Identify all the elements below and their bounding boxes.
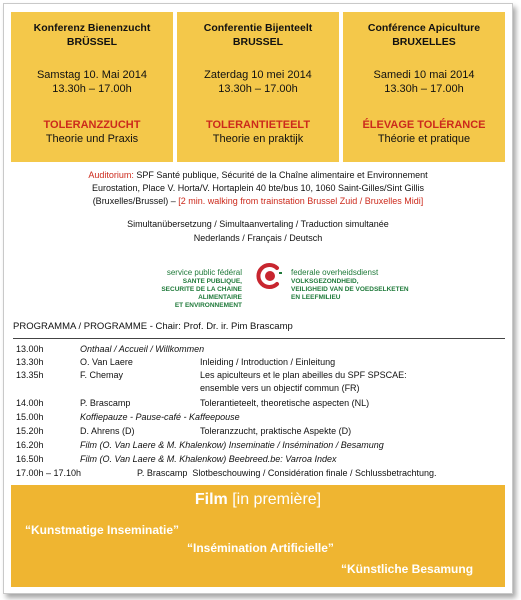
row-time: 17.00h – 17.10h — [16, 468, 82, 478]
film-title-de: “Künstliche Besamung — [341, 562, 474, 576]
ministry-logo-icon — [255, 261, 285, 291]
panel-topic: ÉLEVAGE TOLÉRANCE — [362, 119, 486, 131]
film-banner — [11, 485, 505, 587]
row-time: 15.20h — [16, 426, 44, 436]
panel-date: Samedi 10 mai 2014 — [373, 69, 475, 81]
row-time: 13.35h — [16, 370, 44, 380]
languages-line: Nederlands / Français / Deutsch — [193, 233, 323, 243]
panel-german — [11, 12, 173, 162]
panel-city: BRÜSSEL — [66, 36, 118, 48]
row-time: 13.30h — [16, 357, 44, 367]
row-speaker: F. Chemay — [80, 370, 124, 380]
logo-fr-sub1: SANTE PUBLIQUE, — [182, 278, 242, 285]
logo-fr-sub3: ET ENVIRONNEMENT — [174, 302, 242, 309]
panel-title: Konferenz Bienenzucht — [33, 22, 151, 34]
venue-city: (Bruxelles/Brussel) – — [92, 196, 179, 206]
row-description: Les apiculteurs et le plan abeilles du SPF SPSCAE: — [200, 370, 407, 380]
panel-time: 13.30h – 17.00h — [218, 83, 298, 95]
film-title-fr: “Insémination Artificielle” — [187, 541, 334, 555]
venue-line-1 — [4, 169, 512, 182]
panel-subtitle: Theorie und Praxis — [45, 133, 139, 145]
panel-dutch — [177, 12, 339, 162]
conference-flyer — [3, 3, 513, 594]
film-title-word: Film — [194, 491, 228, 508]
venue-name: SPF Santé publique, Sécurité de la Chaîne alimentaire et Environnement — [133, 170, 428, 180]
venue-line-3 — [4, 195, 512, 208]
row-time: 14.00h — [16, 398, 44, 408]
panel-title: Conferentie Bijenteelt — [203, 22, 313, 34]
programme-heading: PROGRAMMA / PROGRAMME - Chair: Prof. Dr. ir. Pim Brascamp — [13, 321, 293, 332]
panel-topic: TOLERANZZUCHT — [43, 119, 141, 131]
row-description: Inleiding / Introduction / Einleitung — [200, 357, 336, 367]
panel-subtitle: Théorie et pratique — [377, 133, 471, 145]
panel-city: BRUSSEL — [232, 36, 284, 48]
panel-subtitle: Theorie en praktijk — [212, 133, 304, 145]
logo-text-fr — [122, 268, 242, 310]
panel-topic: TOLERANTIETEELT — [205, 119, 311, 131]
row-speaker-and-description — [137, 468, 437, 479]
row-description: Toleranzzucht, praktische Aspekte (D) — [200, 426, 352, 436]
programme-divider — [13, 338, 505, 339]
logo-nl-name: federale overheidsdienst — [291, 268, 379, 277]
film-title — [11, 491, 505, 509]
row-time: 15.00h — [16, 412, 44, 422]
logo-nl-sub1: VOLKSGEZONDHEID, — [291, 278, 359, 285]
translation-line: Simultanübersetzung / Simultaanvertaling / Traduction simultanée — [127, 219, 389, 229]
panel-time: 13.30h – 17.00h — [52, 83, 132, 95]
row-description: ensemble vers un objectif commun (FR) — [200, 383, 360, 393]
panel-city: BRUXELLES — [392, 36, 456, 48]
row-speaker: O. Van Laere — [80, 357, 133, 367]
row-time: 13.00h — [16, 344, 44, 354]
logo-fr-sub2: SECURITE DE LA CHAINE ALIMENTAIRE — [161, 286, 242, 301]
row-time: 16.20h — [16, 440, 44, 450]
logo-nl-sub2: VEILIGHEID VAN DE VOEDSELKETEN — [291, 286, 409, 293]
row-event: Film (O. Van Laere & M. Khalenkow) Beebreed.be: Varroa Index — [80, 454, 337, 464]
row-speaker: P. Brascamp — [80, 398, 131, 408]
logo-fr-name: service public fédéral — [166, 268, 242, 277]
logo-text-nl — [291, 268, 471, 302]
panel-time: 13.30h – 17.00h — [384, 83, 464, 95]
panel-date: Samstag 10. Mai 2014 — [36, 69, 148, 81]
logo-nl-sub3: EN LEEFMILIEU — [291, 294, 341, 301]
film-title-nl: “Kunstmatige Inseminatie” — [25, 523, 180, 537]
venue-directions: [2 min. walking from trainstation Brussel Zuid / Bruxelles Midi] — [178, 196, 424, 206]
row-time: 16.50h — [16, 454, 44, 464]
row-event: Film (O. Van Laere & M. Khalenkow) Inseminatie / Insémination / Besamung — [80, 440, 384, 450]
venue-label: Auditorium: — [88, 170, 134, 180]
panel-title: Conférence Apiculture — [367, 22, 481, 34]
film-title-suffix: [in première] — [227, 491, 322, 508]
panel-date: Zaterdag 10 mei 2014 — [204, 69, 312, 81]
row-event: Koffiepauze - Pause-café - Kaffeepouse — [80, 412, 240, 422]
row-description: Tolerantieteelt, theoretische aspecten (NL) — [200, 398, 370, 408]
conference-panels — [11, 12, 505, 162]
row-description: Slotbeschouwing / Considération finale / Schlussbetrachtung. — [192, 468, 437, 478]
row-speaker: P. Brascamp — [137, 468, 188, 478]
venue-address: Eurostation, Place V. Horta/V. Hortaplein 40 bte/bus 10, 1060 Saint-Gilles/Sint Gillis — [91, 183, 425, 193]
panel-french — [343, 12, 505, 162]
row-event: Onthaal / Accueil / Willkommen — [80, 344, 205, 354]
row-speaker: D. Ahrens (D) — [80, 426, 135, 436]
